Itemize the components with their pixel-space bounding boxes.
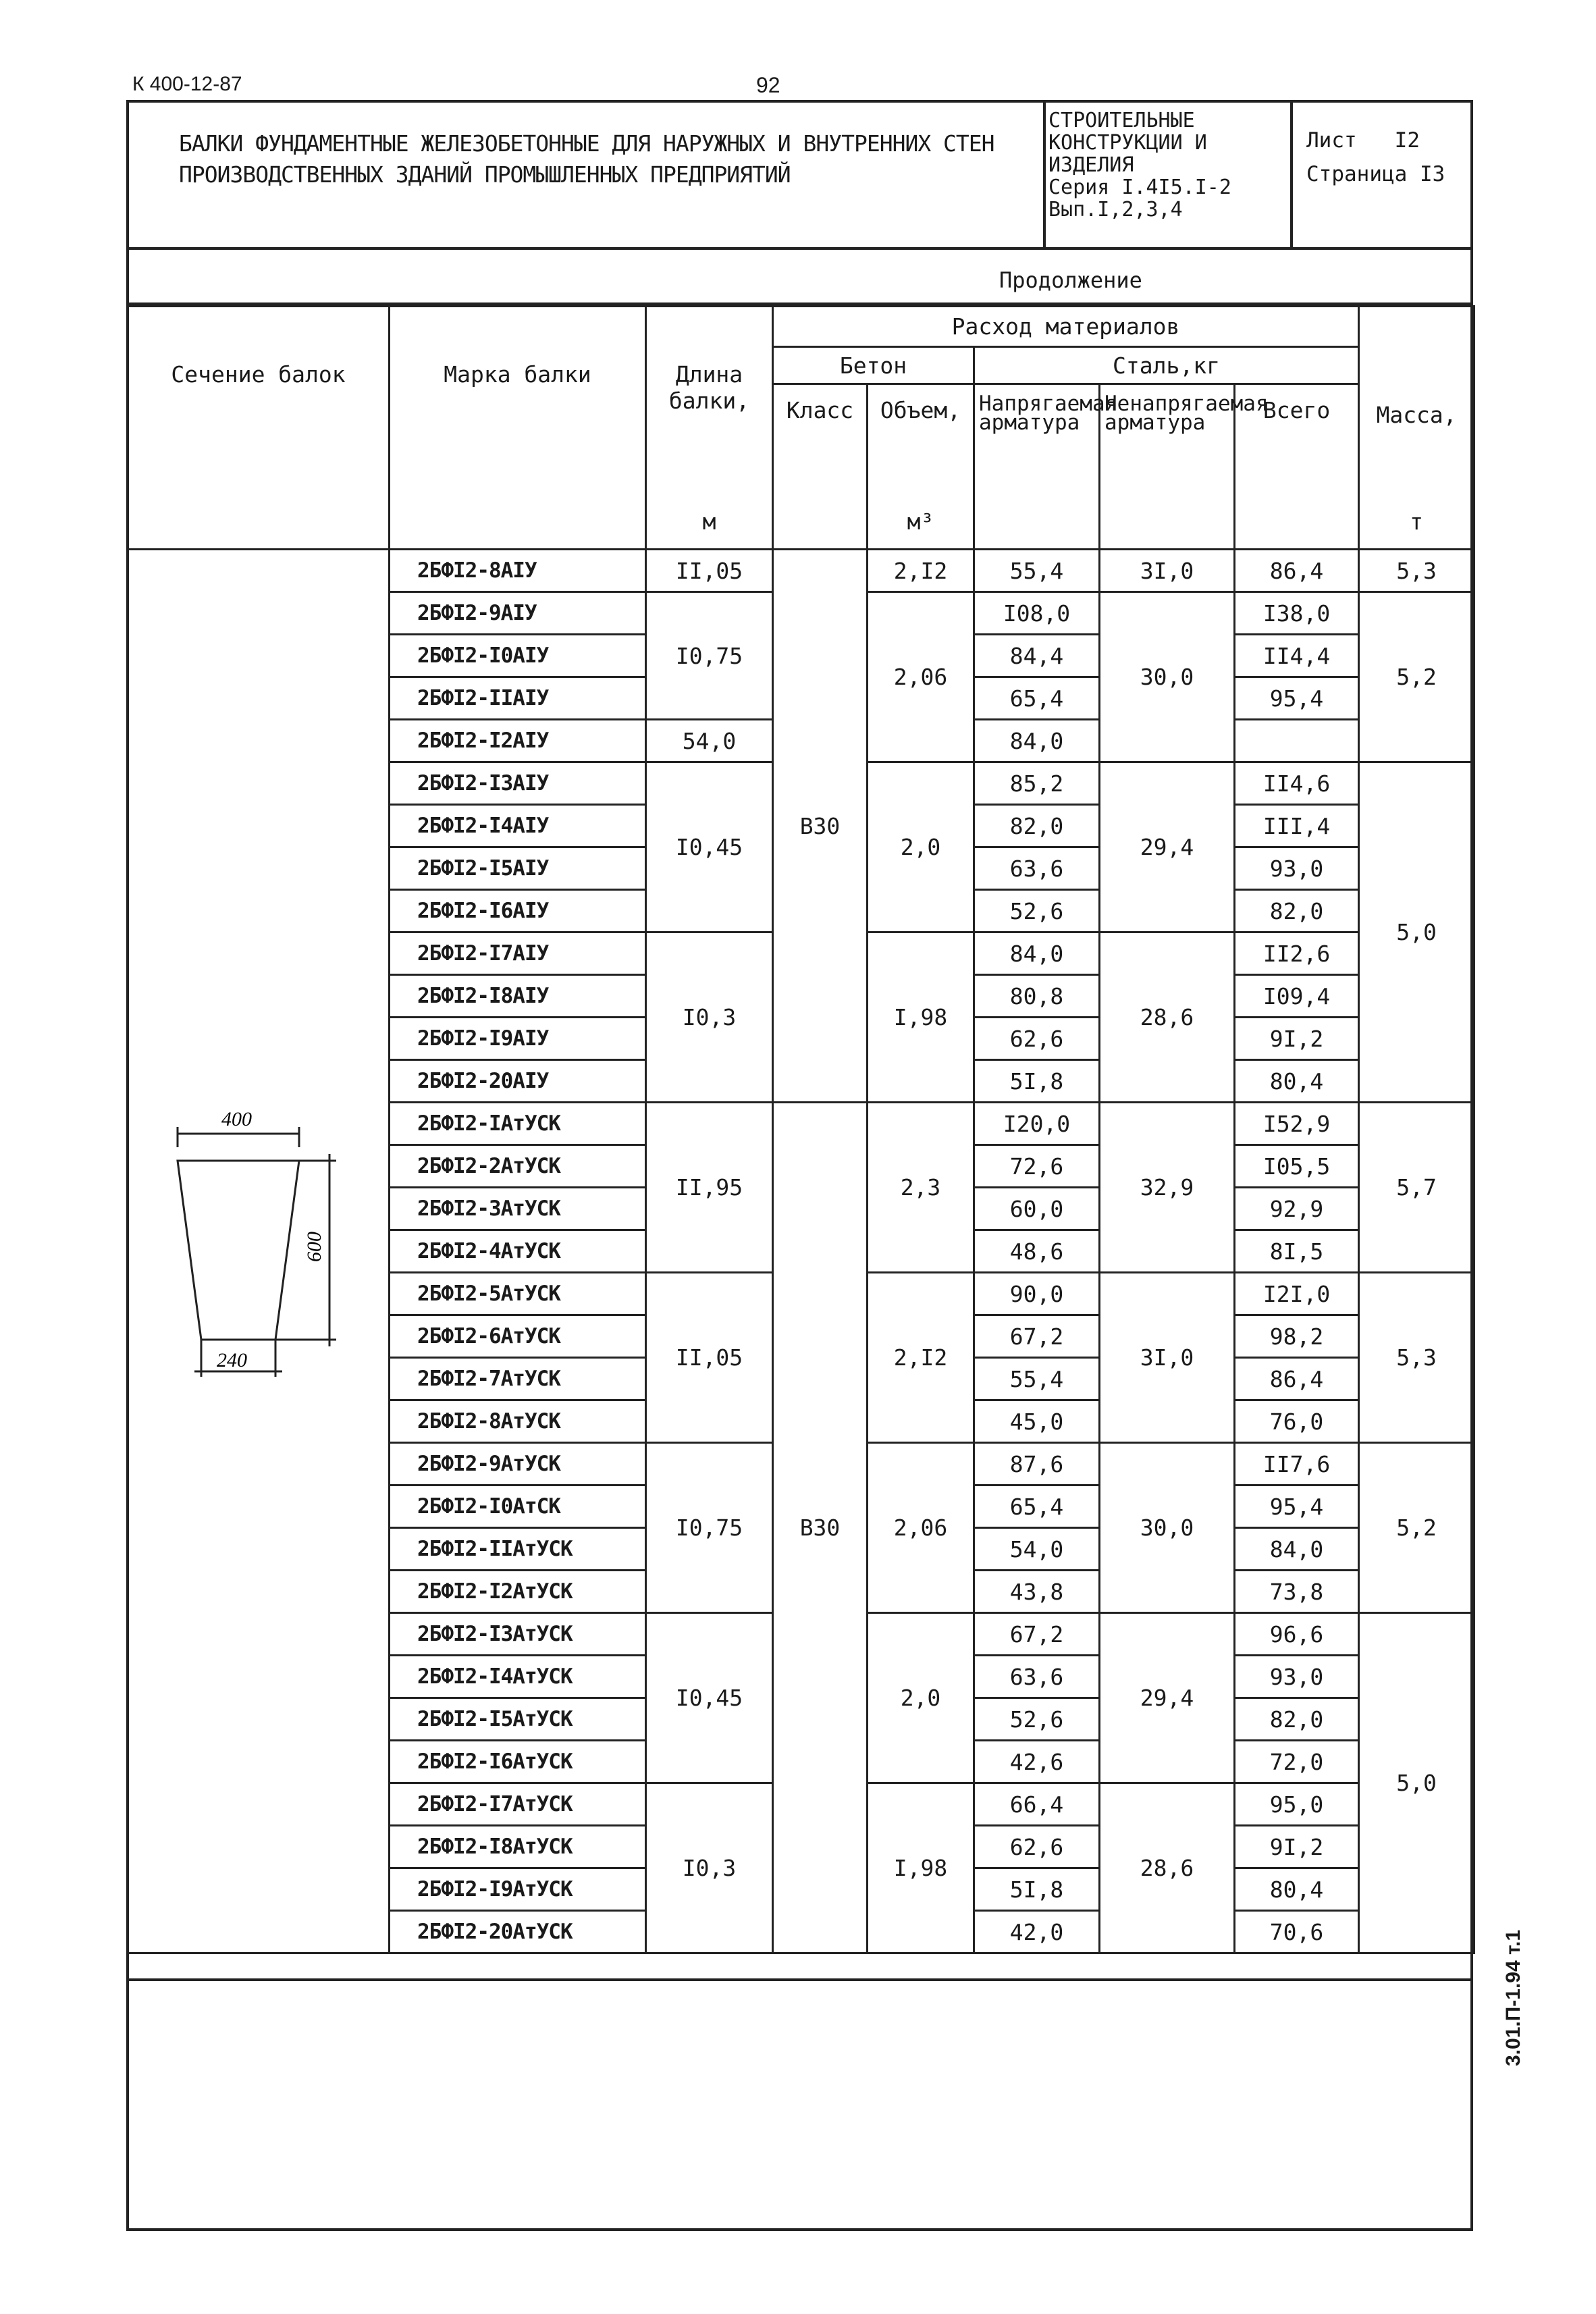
- concrete-volume: I,98: [868, 1783, 974, 1953]
- beam-length: I0,45: [646, 1613, 773, 1783]
- total-steel: 95,4: [1235, 1485, 1359, 1528]
- prestressed-steel: 42,6: [974, 1741, 1100, 1783]
- concrete-volume: 2,0: [868, 1613, 974, 1783]
- prestressed-steel: 52,6: [974, 890, 1100, 932]
- concrete-class: В30: [773, 1103, 868, 1953]
- header-volume-unit: м³: [907, 508, 934, 535]
- header-concrete: Бетон: [773, 347, 974, 384]
- header-prestressed: Напрягаемая арматура: [974, 384, 1100, 550]
- beam-mass: 5,0: [1359, 762, 1474, 1103]
- prestressed-steel: I20,0: [974, 1103, 1100, 1145]
- total-steel: II4,6: [1235, 762, 1359, 805]
- prestressed-steel: 85,2: [974, 762, 1100, 805]
- total-steel: 92,9: [1235, 1188, 1359, 1230]
- prestressed-steel: 54,0: [646, 720, 773, 762]
- header-mark: Марка балки: [390, 307, 646, 550]
- header-mass-unit: т: [1410, 508, 1423, 535]
- total-steel: 9I,2: [1235, 1826, 1359, 1868]
- prestressed-steel: 5I,8: [974, 1060, 1100, 1103]
- beam-mark: 2БФI2-I4AIУ: [390, 805, 646, 847]
- sheet-value: I2: [1394, 128, 1420, 153]
- prestressed-steel: 54,0: [974, 1528, 1100, 1571]
- prestressed-steel: 5I,8: [974, 1868, 1100, 1911]
- materials-table: [126, 305, 1475, 1954]
- beam-mark: 2БФI2-I7AIУ: [390, 932, 646, 975]
- total-steel: II7,6: [1235, 1443, 1359, 1485]
- prestressed-steel: 65,4: [974, 1485, 1100, 1528]
- prestressed-steel: 84,4: [974, 635, 1100, 677]
- prestressed-steel: 87,6: [974, 1443, 1100, 1485]
- beam-mark: 2БФI2-I3AIУ: [390, 762, 646, 805]
- prestressed-steel: 55,4: [974, 550, 1100, 592]
- beam-mark: 2БФI2-2AтУСК: [390, 1145, 646, 1188]
- beam-mark: 2БФI2-6AтУСК: [390, 1315, 646, 1358]
- prestressed-steel: 84,0: [974, 932, 1100, 975]
- prestressed-steel: I08,0: [974, 592, 1100, 635]
- header-volume-label: Объем,: [880, 397, 961, 423]
- total-steel: I52,9: [1235, 1103, 1359, 1145]
- header-non-prestressed: Ненапрягаемая арматура: [1100, 384, 1235, 550]
- prestressed-steel: 62,6: [974, 1826, 1100, 1868]
- total-steel: 9I,2: [1235, 1018, 1359, 1060]
- non-prestressed-steel: 29,4: [1100, 762, 1235, 932]
- prestressed-steel: 60,0: [974, 1188, 1100, 1230]
- concrete-volume: 2,06: [868, 592, 974, 762]
- total-steel: 80,4: [1235, 1868, 1359, 1911]
- beam-length: II,05: [646, 1273, 773, 1443]
- beam-mark: 2БФI2-5AтУСК: [390, 1273, 646, 1315]
- beam-mark: 2БФI2-I2AIУ: [390, 720, 646, 762]
- beam-length: II,05: [646, 550, 773, 592]
- total-steel: 70,6: [1235, 1911, 1359, 1953]
- table-row: [128, 550, 1474, 592]
- beam-mark: 2БФI2-4AтУСК: [390, 1230, 646, 1273]
- margin-code: 3.01.П-1.94 т.1: [1502, 1929, 1524, 2066]
- beam-length: I0,75: [646, 592, 773, 720]
- beam-length: II,95: [646, 1103, 773, 1273]
- total-steel: III,4: [1235, 805, 1359, 847]
- page-value: I3: [1419, 162, 1445, 186]
- beam-mark: 2БФI2-I8AтУСК: [390, 1826, 646, 1868]
- non-prestressed-steel: 30,0: [1100, 1443, 1235, 1613]
- beam-mark: 2БФI2-I5AтУСК: [390, 1698, 646, 1741]
- beam-mark: 2БФI2-IAтУСК: [390, 1103, 646, 1145]
- total-steel: I38,0: [1235, 592, 1359, 635]
- total-steel: 80,4: [1235, 1060, 1359, 1103]
- beam-length: I0,3: [646, 932, 773, 1103]
- sheet-number: [1306, 128, 1420, 153]
- total-steel: 86,4: [1235, 1358, 1359, 1400]
- prestressed-steel: 43,8: [974, 1571, 1100, 1613]
- prestressed-steel: 82,0: [974, 805, 1100, 847]
- prestressed-steel: 65,4: [974, 677, 1100, 720]
- concrete-volume: 2,0: [868, 762, 974, 932]
- header-length-label: Длина балки,: [668, 361, 750, 414]
- beam-mark: 2БФI2-8AтУСК: [390, 1400, 646, 1443]
- concrete-volume: 2,3: [868, 1103, 974, 1273]
- header-total: Всего: [1235, 384, 1359, 550]
- beam-mark: 2БФI2-3AтУСК: [390, 1188, 646, 1230]
- header-class: Класс: [773, 384, 868, 550]
- concrete-volume: 2,I2: [868, 550, 974, 592]
- beam-mass: 5,0: [1359, 1613, 1474, 1953]
- beam-mark: 2БФI2-I3AтУСК: [390, 1613, 646, 1656]
- beam-mark: 2БФI2-I9AтУСК: [390, 1868, 646, 1911]
- prestressed-steel: 72,6: [974, 1145, 1100, 1188]
- beam-mark: 2БФI2-8AIУ: [390, 550, 646, 592]
- dim-bottom: 240: [216, 1349, 247, 1371]
- table-body: [128, 550, 1474, 1953]
- prestressed-steel: 45,0: [974, 1400, 1100, 1443]
- prestressed-steel: 42,0: [974, 1911, 1100, 1953]
- continuation-label: Продолжение: [999, 267, 1142, 293]
- beam-mark: 2БФI2-I0AIУ: [390, 635, 646, 677]
- section-sketch-cell: [128, 550, 390, 1953]
- header-steel: Сталь,кг: [974, 347, 1359, 384]
- beam-mark: 2БФI2-7AтУСК: [390, 1358, 646, 1400]
- sheet-page: [1306, 162, 1445, 186]
- beam-length: I0,75: [646, 1443, 773, 1613]
- prestressed-steel: 48,6: [974, 1230, 1100, 1273]
- non-prestressed-steel: 32,9: [1100, 1103, 1235, 1273]
- non-prestressed-steel: 3I,0: [1100, 1273, 1235, 1443]
- prestressed-steel: 63,6: [974, 1656, 1100, 1698]
- total-steel: 95,0: [1235, 1783, 1359, 1826]
- beam-mark: 2БФI2-I2AтУСК: [390, 1571, 646, 1613]
- beam-mark: 2БФI2-I8AIУ: [390, 975, 646, 1018]
- beam-mass: 5,2: [1359, 592, 1474, 762]
- page-label: Страница: [1306, 162, 1408, 186]
- prestressed-steel: 63,6: [974, 847, 1100, 890]
- header-mass-label: Масса,: [1376, 402, 1457, 428]
- beam-mark: 2БФI2-I5AIУ: [390, 847, 646, 890]
- beam-mass: 5,7: [1359, 1103, 1474, 1273]
- total-steel: 93,0: [1235, 847, 1359, 890]
- beam-mark: 2БФI2-I7AтУСК: [390, 1783, 646, 1826]
- header-mass: [1359, 307, 1474, 550]
- dim-height: 600: [302, 1232, 325, 1262]
- beam-length: I0,3: [646, 1783, 773, 1953]
- total-steel: I09,4: [1235, 975, 1359, 1018]
- prestressed-steel: 67,2: [974, 1613, 1100, 1656]
- non-prestressed-steel: 28,6: [1100, 1783, 1235, 1953]
- concrete-volume: I,98: [868, 932, 974, 1103]
- concrete-volume: 2,06: [868, 1443, 974, 1613]
- non-prestressed-steel: 28,6: [1100, 932, 1235, 1103]
- beam-mass: 5,2: [1359, 1443, 1474, 1613]
- prestressed-steel: 90,0: [974, 1273, 1100, 1315]
- sheet-label: Лист: [1306, 128, 1357, 153]
- total-steel: 72,0: [1235, 1741, 1359, 1783]
- series-line: ИЗДЕЛИЯ: [1048, 153, 1134, 177]
- beam-mark: 2БФI2-I6AтУСК: [390, 1741, 646, 1783]
- prestressed-steel: 62,6: [974, 1018, 1100, 1060]
- total-steel: I2I,0: [1235, 1273, 1359, 1315]
- header-materials: Расход материалов: [773, 307, 1359, 347]
- beam-mark: 2БФI2-9AтУСК: [390, 1443, 646, 1485]
- prestressed-steel: 80,8: [974, 975, 1100, 1018]
- total-steel: 86,4: [1235, 550, 1359, 592]
- header-volume: [868, 384, 974, 550]
- document-title: БАЛКИ ФУНДАМЕНТНЫЕ ЖЕЛЕЗОБЕТОННЫЕ ДЛЯ НАРУЖНЫХ И ВНУТРЕННИХ СТЕН ПРОИЗВОДСТВЕННЫХ ЗДАНИЙ ПРОМЫШЛЕННЫХ ПРЕДПРИЯТИЙ: [179, 130, 994, 188]
- beam-mark: 2БФI2-IIAтУСК: [390, 1528, 646, 1571]
- document-code: К 400-12-87: [132, 73, 242, 95]
- total-steel: II4,4: [1235, 635, 1359, 677]
- concrete-volume: 2,I2: [868, 1273, 974, 1443]
- total-steel: 84,0: [1235, 1528, 1359, 1571]
- total-steel: 96,6: [1235, 1613, 1359, 1656]
- total-steel: 76,0: [1235, 1400, 1359, 1443]
- concrete-class: В30: [773, 550, 868, 1103]
- series-line: СТРОИТЕЛЬНЫЕ: [1048, 109, 1195, 132]
- total-steel: 93,0: [1235, 1656, 1359, 1698]
- beam-section-icon: [164, 1107, 353, 1390]
- non-prestressed-steel: 3I,0: [1100, 550, 1235, 592]
- header-length: [646, 307, 773, 550]
- beam-mark: 2БФI2-20AIУ: [390, 1060, 646, 1103]
- total-steel: 8I,5: [1235, 1230, 1359, 1273]
- total-steel: 82,0: [1235, 1698, 1359, 1741]
- beam-mark: 2БФI2-I9AIУ: [390, 1018, 646, 1060]
- beam-mark: 2БФI2-I6AIУ: [390, 890, 646, 932]
- non-prestressed-steel: 30,0: [1100, 592, 1235, 762]
- beam-mass: 5,3: [1359, 550, 1474, 592]
- total-steel: 95,4: [1235, 677, 1359, 720]
- total-steel: I05,5: [1235, 1145, 1359, 1188]
- beam-mark: 2БФI2-I4AтУСК: [390, 1656, 646, 1698]
- total-steel: 84,0: [974, 720, 1100, 762]
- beam-mark: 2БФI2-9AIУ: [390, 592, 646, 635]
- beam-mark: 2БФI2-20AтУСК: [390, 1911, 646, 1953]
- prestressed-steel: 67,2: [974, 1315, 1100, 1358]
- header-section: Сечение балок: [128, 307, 390, 550]
- total-steel: 82,0: [1235, 890, 1359, 932]
- prestressed-steel: 66,4: [974, 1783, 1100, 1826]
- total-steel: II2,6: [1235, 932, 1359, 975]
- series-line: Серия I.4I5.I-2: [1048, 176, 1231, 199]
- prestressed-steel: 55,4: [974, 1358, 1100, 1400]
- total-steel: 98,2: [1235, 1315, 1359, 1358]
- dim-top: 400: [221, 1108, 252, 1130]
- beam-mark: 2БФI2-IIAIУ: [390, 677, 646, 720]
- prestressed-steel: 52,6: [974, 1698, 1100, 1741]
- beam-mark: 2БФI2-I0AтСК: [390, 1485, 646, 1528]
- series-line: КОНСТРУКЦИИ И: [1048, 131, 1207, 155]
- total-steel: 73,8: [1235, 1571, 1359, 1613]
- page-number: 92: [756, 73, 780, 97]
- divider: [126, 1978, 1473, 1981]
- beam-length: I0,45: [646, 762, 773, 932]
- series-line: Вып.I,2,3,4: [1048, 198, 1183, 221]
- header-length-unit: м: [702, 508, 716, 535]
- beam-mass: 5,3: [1359, 1273, 1474, 1443]
- non-prestressed-steel: 29,4: [1100, 1613, 1235, 1783]
